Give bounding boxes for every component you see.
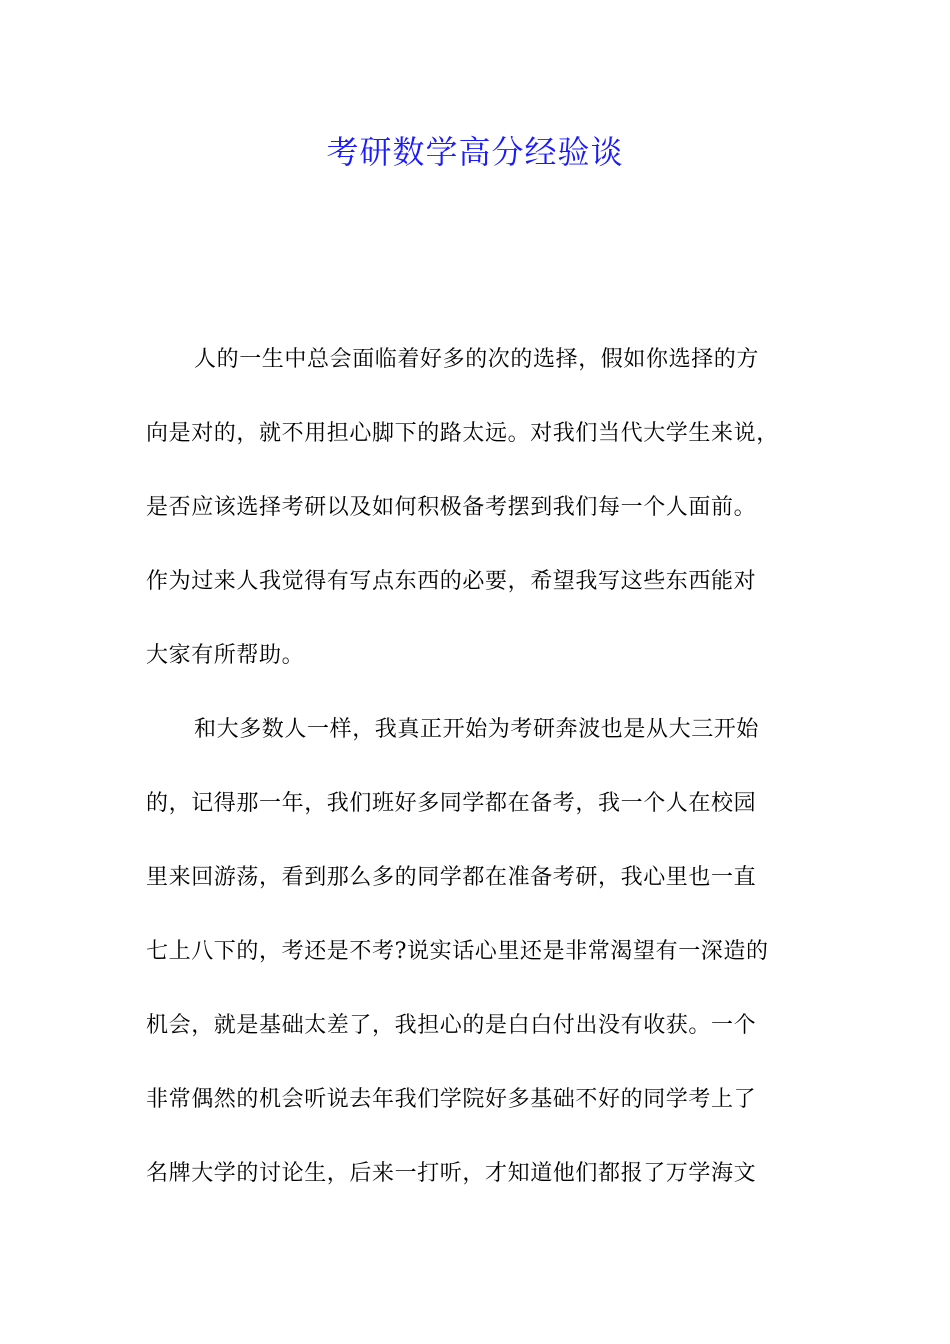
paragraph-line: 大家有所帮助。: [146, 643, 305, 668]
paragraph-line: 名牌大学的讨论生，后来一打听，才知道他们都报了万学海文: [146, 1161, 757, 1186]
paragraph-1: [146, 340, 810, 710]
paragraph-line: 的，记得那一年，我们班好多同学都在备考，我一个人在校园: [146, 791, 757, 816]
paragraph-line: 向是对的，就不用担心脚下的路太远。对我们当代大学生来说，: [146, 421, 779, 446]
paragraph-line: 机会，就是基础太差了，我担心的是白白付出没有收获。一个: [146, 1013, 757, 1038]
paragraph-line: 作为过来人我觉得有写点东西的必要，希望我写这些东西能对: [146, 569, 757, 594]
paragraph-line: 是否应该选择考研以及如何积极备考摆到我们每一个人面前。: [146, 495, 757, 520]
paragraph-line: 非常偶然的机会听说去年我们学院好多基础不好的同学考上了: [146, 1087, 757, 1112]
paragraph-line: 人的一生中总会面临着好多的次的选择，假如你选择的方: [194, 347, 760, 372]
document-body: [146, 340, 810, 1228]
document-title: 考研数学高分经验谈: [326, 133, 624, 171]
paragraph-line: 里来回游荡，看到那么多的同学都在准备考研，我心里也一直: [146, 865, 757, 890]
paragraph-line: 和大多数人一样，我真正开始为考研奔波也是从大三开始: [194, 717, 760, 742]
paragraph-2: [146, 710, 810, 1228]
paragraph-line: 七上八下的，考还是不考?说实话心里还是非常渴望有一深造的: [146, 939, 769, 964]
